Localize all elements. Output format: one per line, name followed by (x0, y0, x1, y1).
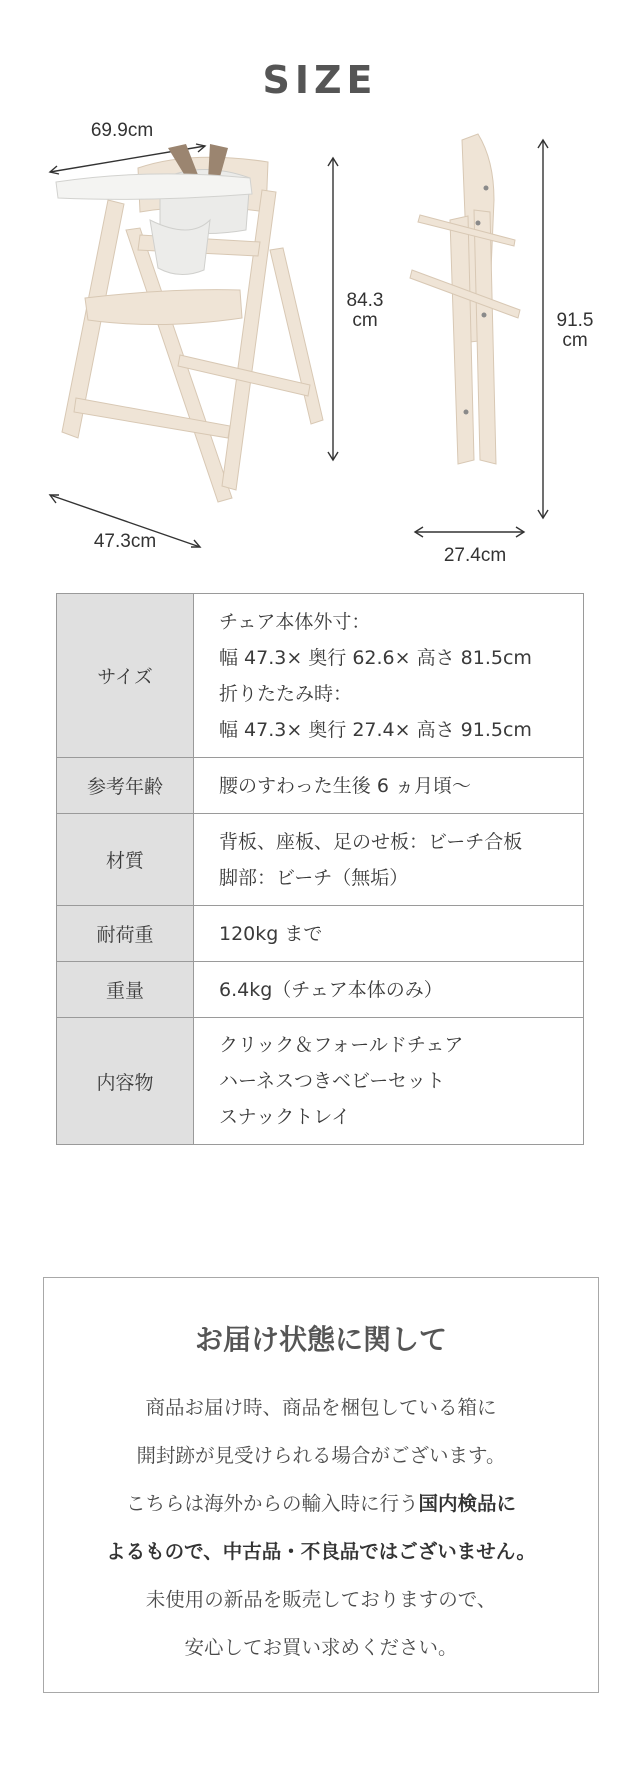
chair-illustration (0, 120, 640, 580)
folded-height-value-label: 91.5 (556, 310, 594, 331)
spec-value-contents (194, 1018, 584, 1145)
table-row (57, 758, 584, 814)
notice-emphasis: よるもので、中古品・不良品ではございません。 (106, 1540, 536, 1563)
chair-height-value-label: 84.3 (346, 290, 384, 311)
tray-width-label: 69.9cm (90, 120, 154, 141)
spec-line: 120kg まで (219, 922, 323, 945)
high-chair-unfolded (56, 144, 323, 502)
spec-value-weight (194, 962, 584, 1018)
chair-height-unit-label: cm (352, 310, 378, 331)
size-diagram (0, 120, 640, 580)
folded-height-unit-label: cm (562, 330, 588, 351)
table-row (57, 1018, 584, 1145)
spec-line: 6.4kg（チェア本体のみ） (219, 978, 443, 1001)
spec-label-weight: 重量 (57, 962, 194, 1018)
folded-depth-label: 27.4cm (443, 545, 507, 566)
spec-line: 腰のすわった生後 6 ヵ月頃〜 (219, 774, 471, 797)
chair-base-width-label: 47.3cm (93, 531, 157, 552)
spec-line: 幅 47.3× 奥行 62.6× 高さ 81.5cm (219, 646, 532, 669)
notice-line: 安心してお買い求めください。 (184, 1636, 458, 1659)
high-chair-folded (410, 134, 520, 464)
spec-line: チェア本体外寸： (219, 610, 371, 633)
spec-value-size (194, 594, 584, 758)
notice-line: 商品お届け時、商品を梱包している箱に (145, 1396, 497, 1419)
spec-label-age: 参考年齢 (57, 758, 194, 814)
spec-label-material: 材質 (57, 814, 194, 906)
spec-line: 背板、座板、足のせ板：ビーチ合板 (219, 830, 523, 853)
page-title: SIZE (262, 58, 378, 102)
notice-line (44, 1528, 598, 1576)
notice-line: 開封跡が見受けられる場合がございます。 (136, 1444, 506, 1467)
spec-table (56, 593, 584, 1145)
delivery-notice-box (43, 1277, 599, 1693)
table-row (57, 814, 584, 906)
spec-label-load: 耐荷重 (57, 906, 194, 962)
spec-value-material (194, 814, 584, 906)
spec-label-contents: 内容物 (57, 1018, 194, 1145)
spec-line: クリック＆フォールドチェア (219, 1034, 464, 1056)
spec-line: 脚部：ビーチ（無垢） (219, 866, 409, 889)
spec-line: 幅 47.3× 奥行 27.4× 高さ 91.5cm (219, 718, 532, 741)
notice-title: お届け状態に関して (194, 1323, 447, 1356)
table-row (57, 594, 584, 758)
notice-line: 未使用の新品を販売しておりますので、 (145, 1588, 497, 1611)
table-row (57, 962, 584, 1018)
notice-line (44, 1480, 598, 1528)
spec-line: 折りたたみ時： (219, 682, 353, 705)
notice-text: こちらは海外からの輸入時に行う (125, 1492, 419, 1515)
spec-value-load (194, 906, 584, 962)
spec-line: スナックトレイ (219, 1106, 351, 1128)
notice-emphasis: 国内検品に (418, 1492, 517, 1515)
spec-value-age (194, 758, 584, 814)
spec-line: ハーネスつきベビーセット (219, 1070, 445, 1092)
spec-label-size: サイズ (57, 594, 194, 758)
table-row (57, 906, 584, 962)
notice-body (44, 1384, 598, 1672)
